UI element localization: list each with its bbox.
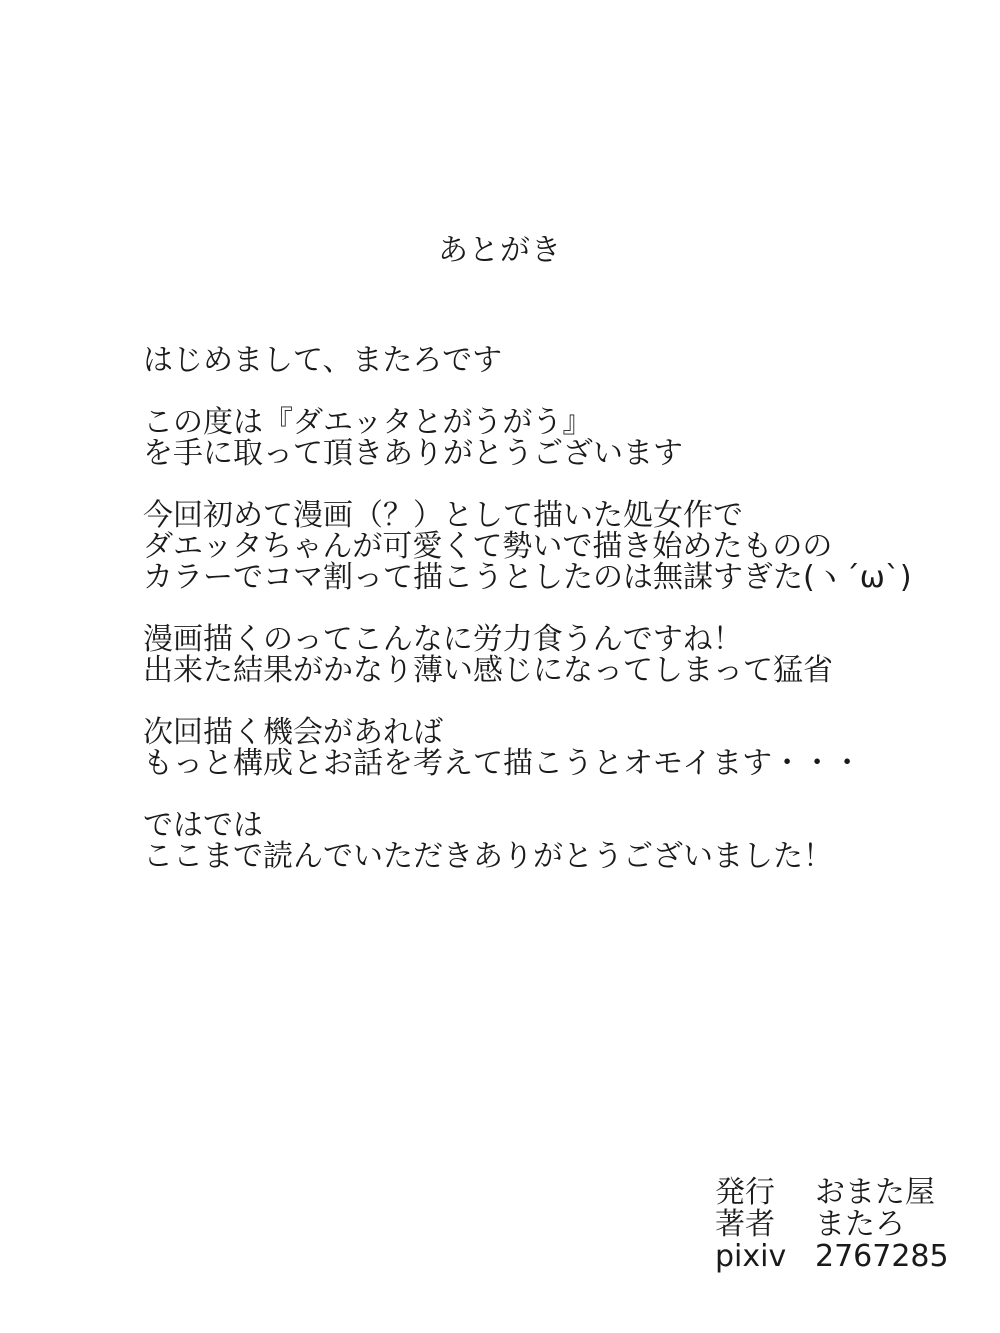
text-line: この度は『ダエッタとがうがう』 bbox=[143, 405, 593, 440]
text-line: 出来た結果がかなり薄い感じになってしまって猛省 bbox=[143, 653, 833, 688]
text-line: 次回描く機会があれば bbox=[143, 715, 443, 750]
publisher-value: おまた屋 bbox=[815, 1175, 935, 1210]
colophon-pixiv-row bbox=[715, 1241, 985, 1273]
page-title: あとがき bbox=[438, 233, 562, 268]
colophon-publisher-row bbox=[715, 1177, 985, 1209]
pixiv-id: 2767285 bbox=[815, 1239, 949, 1274]
paragraph-first-work bbox=[143, 500, 983, 593]
paragraph-greeting bbox=[143, 345, 983, 376]
text-line: 今回初めて漫画（？）として描いた処女作で bbox=[143, 498, 743, 533]
paragraph-thanks bbox=[143, 407, 983, 469]
publisher-label: 発行 bbox=[715, 1175, 775, 1210]
text-line: を手に取って頂きありがとうございます bbox=[143, 436, 683, 471]
paragraph-reflection bbox=[143, 624, 983, 686]
text-line: 漫画描くのってこんなに労力食うんですね！ bbox=[143, 622, 743, 657]
text-line: ここまで読んでいただきありがとうございました！ bbox=[143, 839, 833, 874]
paragraph-next-time bbox=[143, 717, 983, 779]
colophon-author-row bbox=[715, 1209, 985, 1241]
text-line: ではでは bbox=[143, 808, 263, 843]
afterword-body bbox=[143, 345, 983, 903]
paragraph-closing bbox=[143, 810, 983, 872]
pixiv-label: pixiv bbox=[715, 1239, 787, 1274]
text-line: はじめまして、またろです bbox=[143, 343, 503, 378]
author-value: またろ bbox=[815, 1207, 905, 1242]
author-label: 著者 bbox=[715, 1207, 775, 1242]
colophon bbox=[715, 1177, 985, 1273]
text-line: もっと構成とお話を考えて描こうとオモイます・・・ bbox=[143, 746, 863, 781]
text-line: ダエッタちゃんが可愛くて勢いで描き始めたものの bbox=[143, 529, 833, 564]
text-line: カラーでコマ割って描こうとしたのは無謀すぎた(ヽ´ω`) bbox=[143, 560, 912, 595]
